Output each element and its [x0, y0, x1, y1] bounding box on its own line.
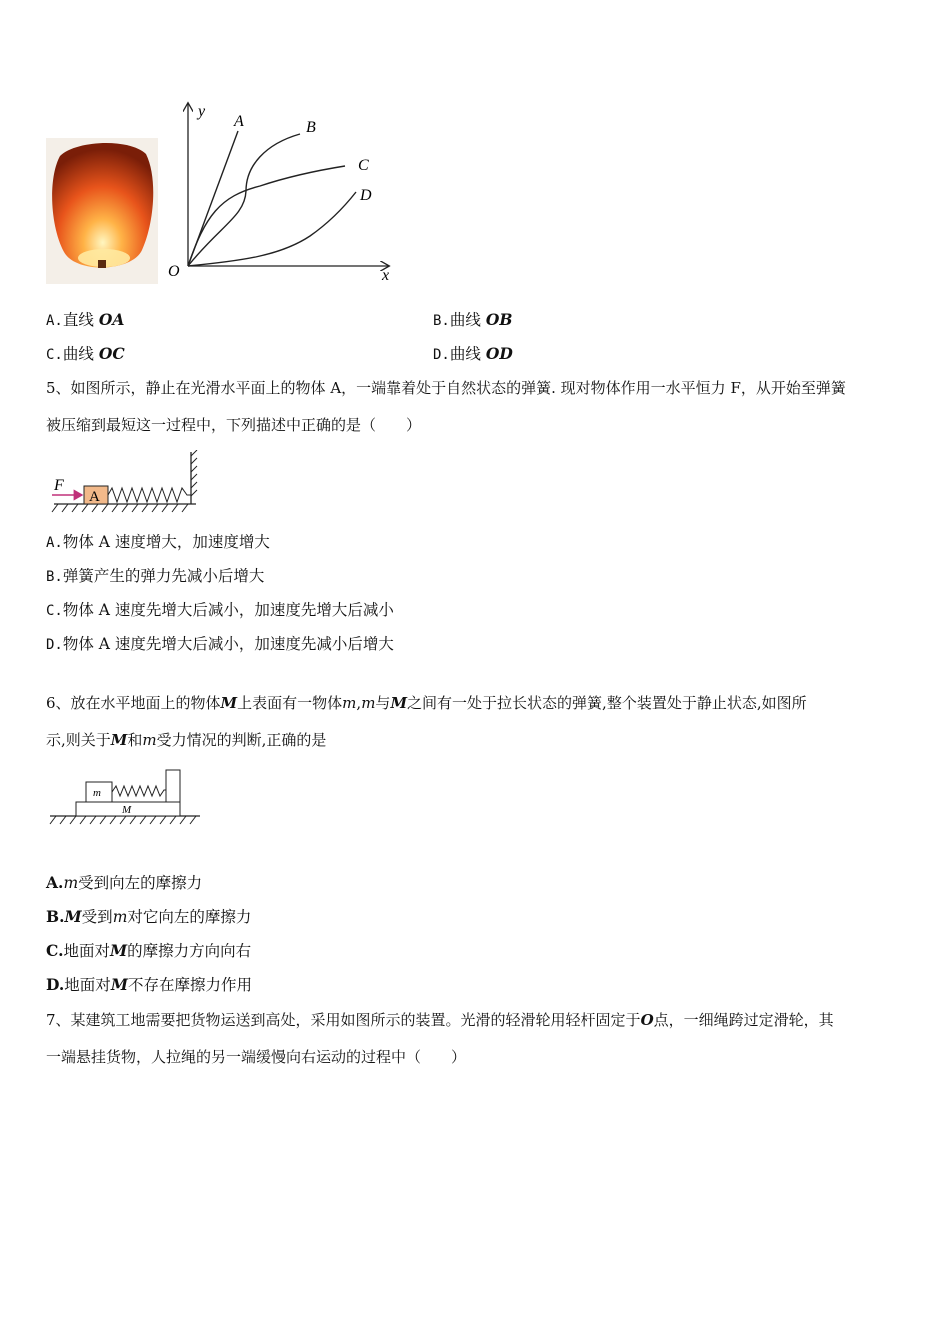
q5-stem-line2: 被压缩到最短这一过程中，下列描述中正确的是（ ） [46, 416, 422, 434]
option-prefix: A. [46, 313, 63, 329]
q6-stem-line1: 6、放在水平地面上的物体M上表面有一物体m,m与M之间有一处于拉长状态的弹簧,整个装置处于静止状态,如图所 [46, 694, 807, 712]
two-block-spring-figure [48, 766, 204, 830]
curve-c [188, 166, 345, 266]
option-var: OB [485, 310, 513, 329]
q6-option-b[interactable]: B.M受到m对它向左的摩擦力 [46, 907, 252, 926]
x-axis-label: x [382, 267, 390, 284]
curve-label-a: A [234, 113, 244, 130]
sky-lantern-image [46, 138, 158, 284]
q7-stem-line1: 7、某建筑工地需要把货物运送到高处，采用如图所示的装置。光滑的轻滑轮用轻杆固定于O点，一细绳跨过定滑轮，其 [46, 1011, 834, 1029]
option-text: 弹簧产生的弹力先减小后增大 [62, 567, 265, 585]
spring [112, 786, 166, 796]
option-text: 物体 A 速度先增大后减小，加速度先减小后增大 [62, 635, 394, 653]
q6-option-a[interactable]: A.m受到向左的摩擦力 [46, 873, 203, 892]
option-text: 曲线 [449, 311, 481, 329]
q5-option-b[interactable] [46, 566, 264, 587]
curve-label-c: C [358, 157, 369, 174]
option-var: OC [98, 344, 125, 363]
option-prefix: D. [46, 975, 65, 994]
q5-stem-line1: 5、如图所示，静止在光滑水平面上的物体 A，一端靠着处于自然状态的弹簧. 现对物体作用一水平恒力 F，从开始至弹簧 [46, 379, 846, 397]
q7-stem-line2: 一端悬挂货物，人拉绳的另一端缓慢向右运动的过程中（ ） [46, 1048, 467, 1066]
option-prefix: C. [46, 347, 63, 363]
option-prefix: D. [433, 347, 450, 363]
spring-block-figure [50, 450, 210, 516]
option-var: OA [98, 310, 125, 329]
big-block-label: M [122, 804, 132, 816]
block-a-label: A [89, 489, 100, 505]
q4-option-a[interactable] [46, 310, 124, 331]
option-prefix: C. [46, 603, 63, 619]
small-block-label: m [93, 787, 101, 799]
option-text: 曲线 [62, 345, 94, 363]
q5-option-c[interactable] [46, 600, 394, 621]
option-var: OD [485, 344, 513, 363]
curve-b [188, 134, 300, 266]
q4-option-d[interactable] [433, 344, 513, 365]
q4-option-b[interactable] [433, 310, 512, 331]
option-prefix: D. [46, 637, 63, 653]
q6-option-d[interactable]: D.地面对M不存在摩擦力作用 [46, 975, 252, 994]
option-prefix: B. [433, 313, 450, 329]
option-prefix: A. [46, 873, 64, 892]
option-prefix: B. [46, 907, 65, 926]
q5-option-a[interactable] [46, 532, 270, 553]
option-text: 物体 A 速度增大，加速度增大 [62, 533, 270, 551]
q5-option-d[interactable] [46, 634, 394, 655]
option-text: 物体 A 速度先增大后减小，加速度先增大后减小 [62, 601, 394, 619]
origin-label: O [168, 263, 180, 280]
motion-graph [160, 96, 400, 286]
option-text: 直线 [62, 311, 94, 329]
force-label: F [54, 477, 64, 494]
spring [108, 488, 191, 502]
q4-option-c[interactable] [46, 344, 125, 365]
option-prefix: A. [46, 535, 63, 551]
y-axis-label: y [198, 103, 206, 120]
q6-stem-line2: 示,则关于M和m受力情况的判断,正确的是 [46, 731, 327, 749]
option-prefix: C. [46, 941, 64, 960]
wall-post [166, 770, 180, 802]
q6-option-c[interactable]: C.地面对M的摩擦力方向向右 [46, 941, 252, 960]
option-prefix: B. [46, 569, 63, 585]
option-text: 曲线 [449, 345, 481, 363]
curve-label-d: D [360, 187, 372, 204]
curve-d [188, 192, 356, 266]
curve-label-b: B [306, 119, 316, 136]
